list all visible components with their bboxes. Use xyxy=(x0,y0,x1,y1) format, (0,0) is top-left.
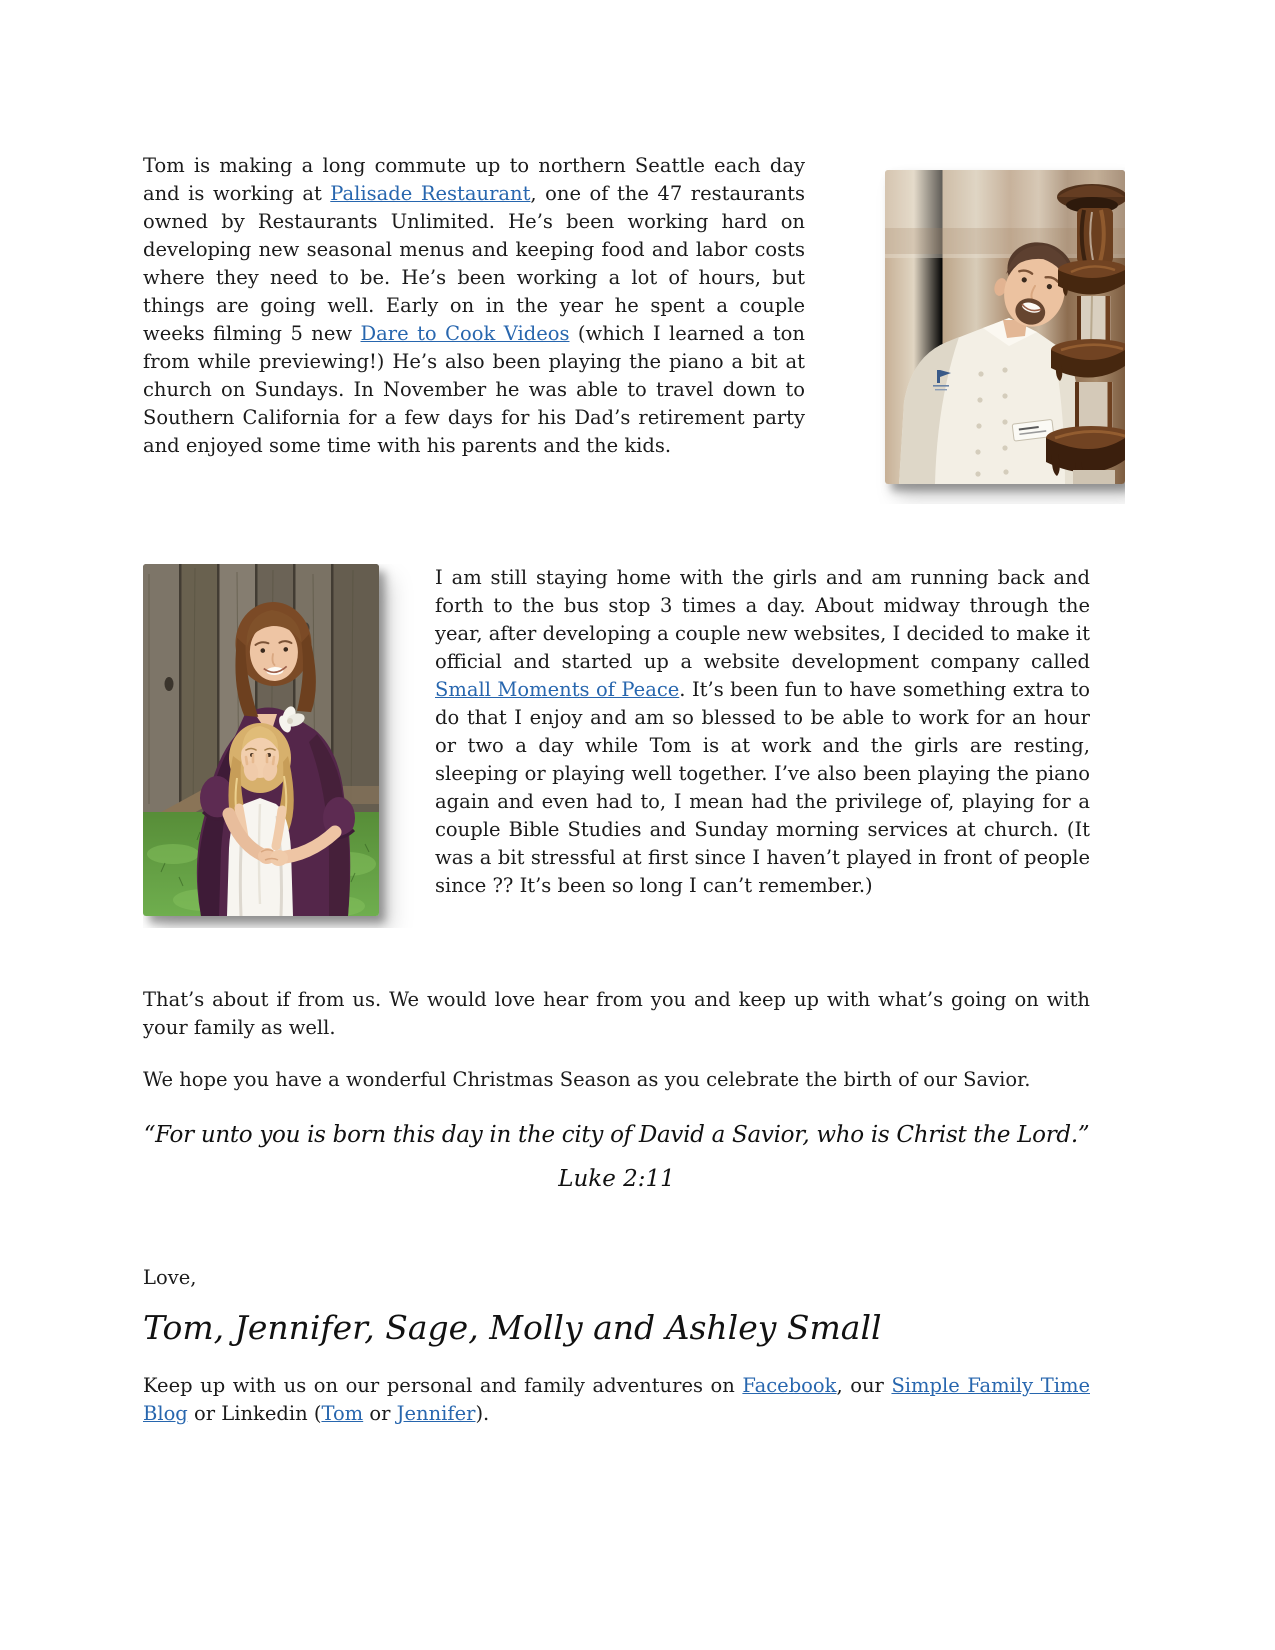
section-jennifer xyxy=(143,564,1090,928)
link-dare-to-cook-videos[interactable]: Dare to Cook Videos xyxy=(360,322,570,345)
para-tom-text-3: (which I learned a ton from while previewing!) He’s also been playing the piano a bit at church on Sundays. In November he was able to travel down to Southern California for a few days for his Dad’s retirement party and enjoyed some time with his parents and the kids. xyxy=(143,322,805,457)
link-linkedin-jennifer[interactable]: Jennifer xyxy=(396,1402,476,1425)
salutation: Love, xyxy=(143,1266,197,1289)
para-tom-text-1: Tom is making a long commute up to northern Seattle each day and is working at xyxy=(143,154,805,205)
links-text-1: Keep up with us on our personal and family adventures on xyxy=(143,1374,743,1397)
bible-verse-reference: Luke 2:11 xyxy=(558,1166,675,1192)
link-small-moments-of-peace[interactable]: Small Moments of Peace xyxy=(435,678,680,701)
section-tom xyxy=(143,152,1125,504)
link-linkedin-tom[interactable]: Tom xyxy=(321,1402,364,1425)
links-text-2: , our xyxy=(836,1374,892,1397)
closing-paragraph-1: That’s about if from us. We would love hear from you and keep up with what’s going on with your family as well. xyxy=(143,988,1090,1039)
link-simple-family-time-blog[interactable]: Simple Family Time Blog xyxy=(143,1374,1090,1425)
links-text-4: or xyxy=(363,1402,397,1425)
family-signature: Tom, Jennifer, Sage, Molly and Ashley Small xyxy=(143,1308,882,1347)
photo-tom-chef xyxy=(885,170,1125,484)
para-tom-text-2: , one of the 47 restaurants owned by Restaurants Unlimited. He’s been working hard on developing new seasonal menus and keeping food and labor costs where they need to be. He’s been working a lot of hours, but things are going well. Early on in the year he spent a couple weeks filming 5 new xyxy=(143,182,805,345)
closing-paragraph-2: We hope you have a wonderful Christmas Season as you celebrate the birth of our Savior. xyxy=(143,1068,1031,1091)
links-text-5: ). xyxy=(475,1402,490,1425)
links-text-3: or Linkedin ( xyxy=(187,1402,322,1425)
para-jennifer-text-2: . It’s been fun to have something extra to do that I enjoy and am so blessed to be able to work for an hour or two a day while Tom is at work and the girls are resting, sleeping or playing well together. I’ve also been playing the piano again and even had to, I mean had the privilege of, playing for a couple Bible Studies and Sunday morning services at church. (It was a bit stressful at first since I haven’t played in front of people since ?? It’s been so long I can’t remember.) xyxy=(435,678,1090,897)
follow-links-paragraph xyxy=(143,1372,1090,1428)
link-palisade-restaurant[interactable]: Palisade Restaurant xyxy=(330,182,531,205)
chef-photo-illustration xyxy=(885,170,1125,484)
bible-verse-quote: “For unto you is born this day in the city of David a Savior, who is Christ the Lord.” xyxy=(143,1122,1090,1148)
photo-jennifer-daughter xyxy=(143,564,379,916)
link-facebook[interactable]: Facebook xyxy=(742,1374,837,1397)
family-photo-illustration xyxy=(143,564,379,916)
para-jennifer-text-1: I am still staying home with the girls and am running back and forth to the bus stop 3 times a day. About midway through the year, after developing a couple new websites, I decided to make it official and started up a website development company called xyxy=(435,566,1090,673)
